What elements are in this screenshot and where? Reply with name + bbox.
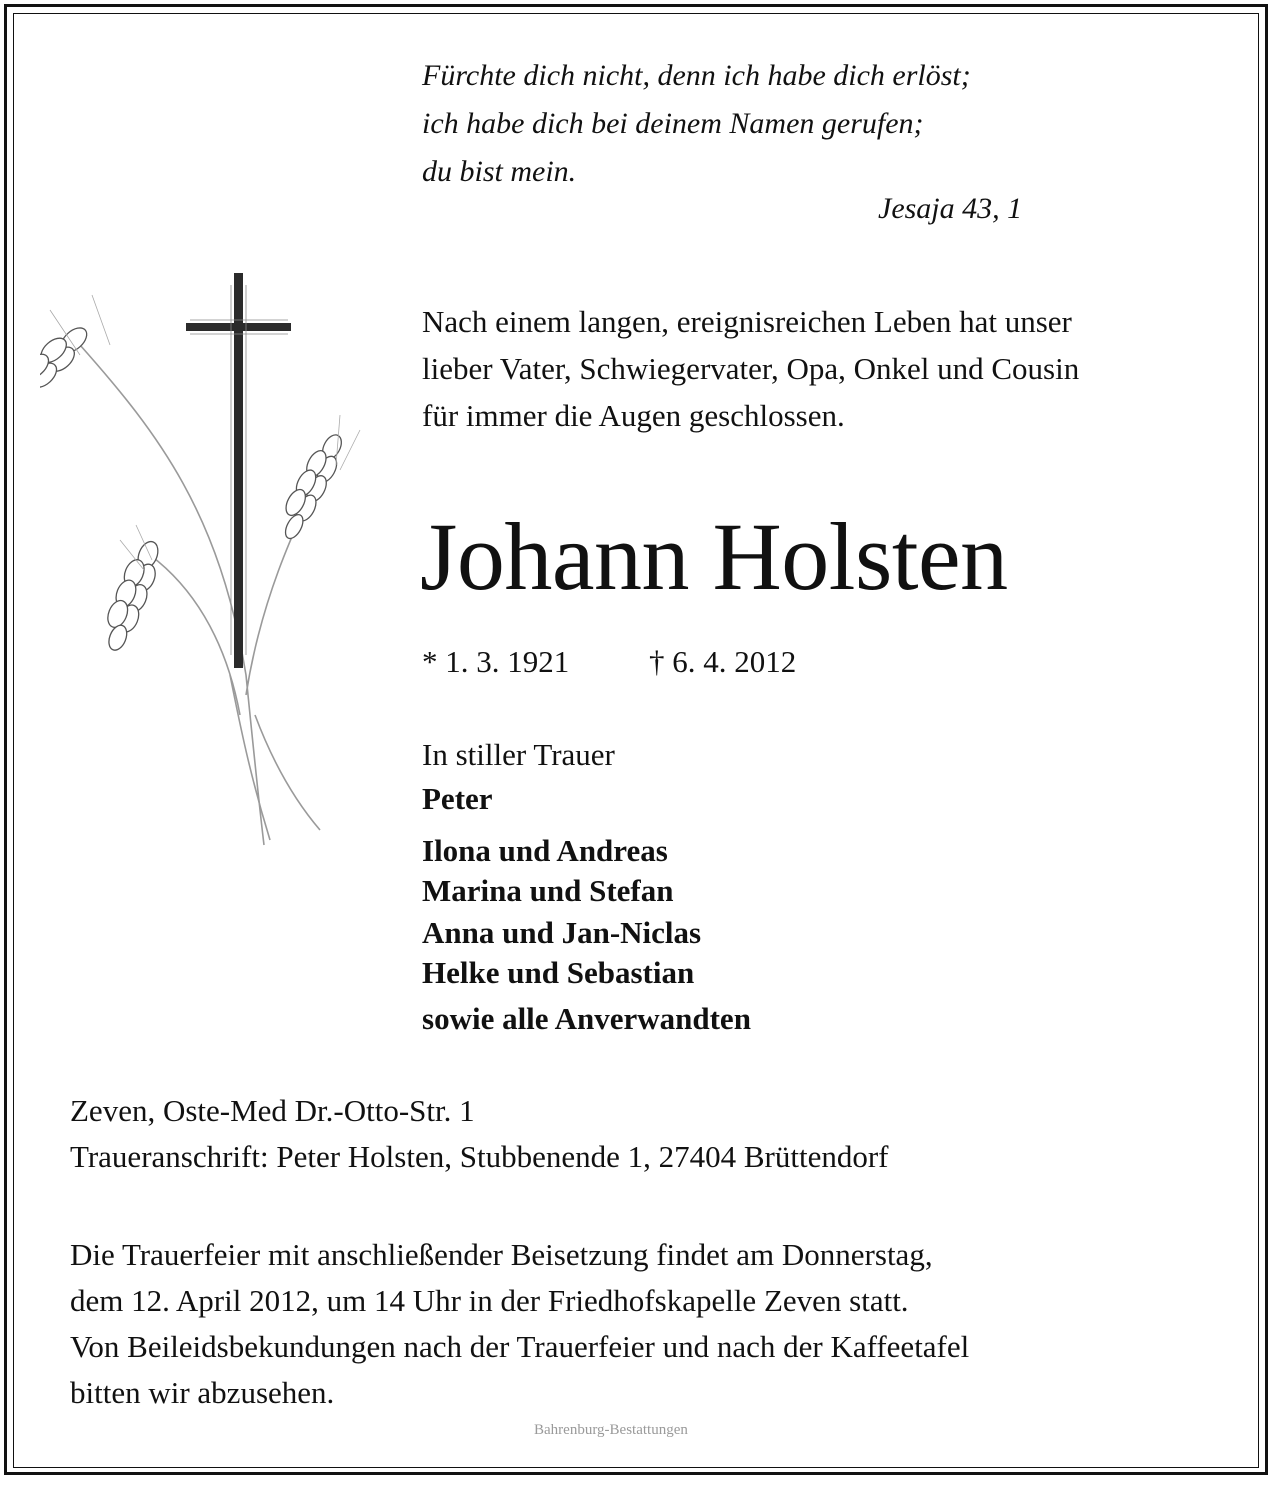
intro-line: für immer die Augen geschlossen. — [422, 398, 845, 433]
mourner-name: Marina und Stefan — [422, 873, 674, 908]
verse-line: Fürchte dich nicht, denn ich habe dich erlöst; — [422, 59, 971, 92]
intro-line: Nach einem langen, ereignisreichen Leben hat unser — [422, 304, 1072, 339]
mourner-name: Ilona und Andreas — [422, 833, 668, 868]
life-dates — [422, 640, 796, 684]
mourners-heading: In stiller Trauer — [422, 737, 615, 772]
verse-line: du bist mein. — [422, 155, 577, 188]
mourner-name: Anna und Jan-Niclas — [422, 915, 702, 950]
wheat-ear-icon — [40, 319, 95, 424]
verse-line: ich habe dich bei deinem Namen gerufen; — [422, 107, 924, 140]
birth-date: * 1. 3. 1921 — [422, 644, 570, 679]
cross-wheat-artwork — [40, 255, 400, 855]
service-line: dem 12. April 2012, um 14 Uhr in der Friedhofskapelle Zeven statt. — [70, 1283, 909, 1318]
intro-line: lieber Vater, Schwiegervater, Opa, Onkel und Cousin — [422, 351, 1080, 386]
verse-reference: Jesaja 43, 1 — [878, 192, 1023, 225]
address-line: Traueranschrift: Peter Holsten, Stubbenende 1, 27404 Brüttendorf — [70, 1139, 889, 1174]
mourner-name: sowie alle Anverwandten — [422, 1001, 751, 1036]
cross-icon — [186, 273, 291, 668]
service-line: Die Trauerfeier mit anschließender Beisetzung findet am Donnerstag, — [70, 1237, 933, 1272]
service-details — [70, 1232, 969, 1416]
address-line: Zeven, Oste-Med Dr.-Otto-Str. 1 — [70, 1093, 475, 1128]
undertaker-credit: Bahrenburg-Bestattungen — [534, 1422, 688, 1438]
death-date: † 6. 4. 2012 — [649, 644, 797, 679]
deceased-name: Johann Holsten — [420, 503, 1008, 610]
address-block — [70, 1088, 888, 1180]
service-line: Von Beileidsbekundungen nach der Trauerfeier und nach der Kaffeetafel — [70, 1329, 970, 1364]
bible-verse — [422, 52, 971, 196]
mourner-name: Peter — [422, 781, 493, 816]
mourner-name: Helke und Sebastian — [422, 955, 695, 990]
wheat-ear-icon — [272, 429, 350, 543]
service-line: bitten wir abzusehen. — [70, 1375, 335, 1410]
intro-text — [422, 298, 1079, 439]
